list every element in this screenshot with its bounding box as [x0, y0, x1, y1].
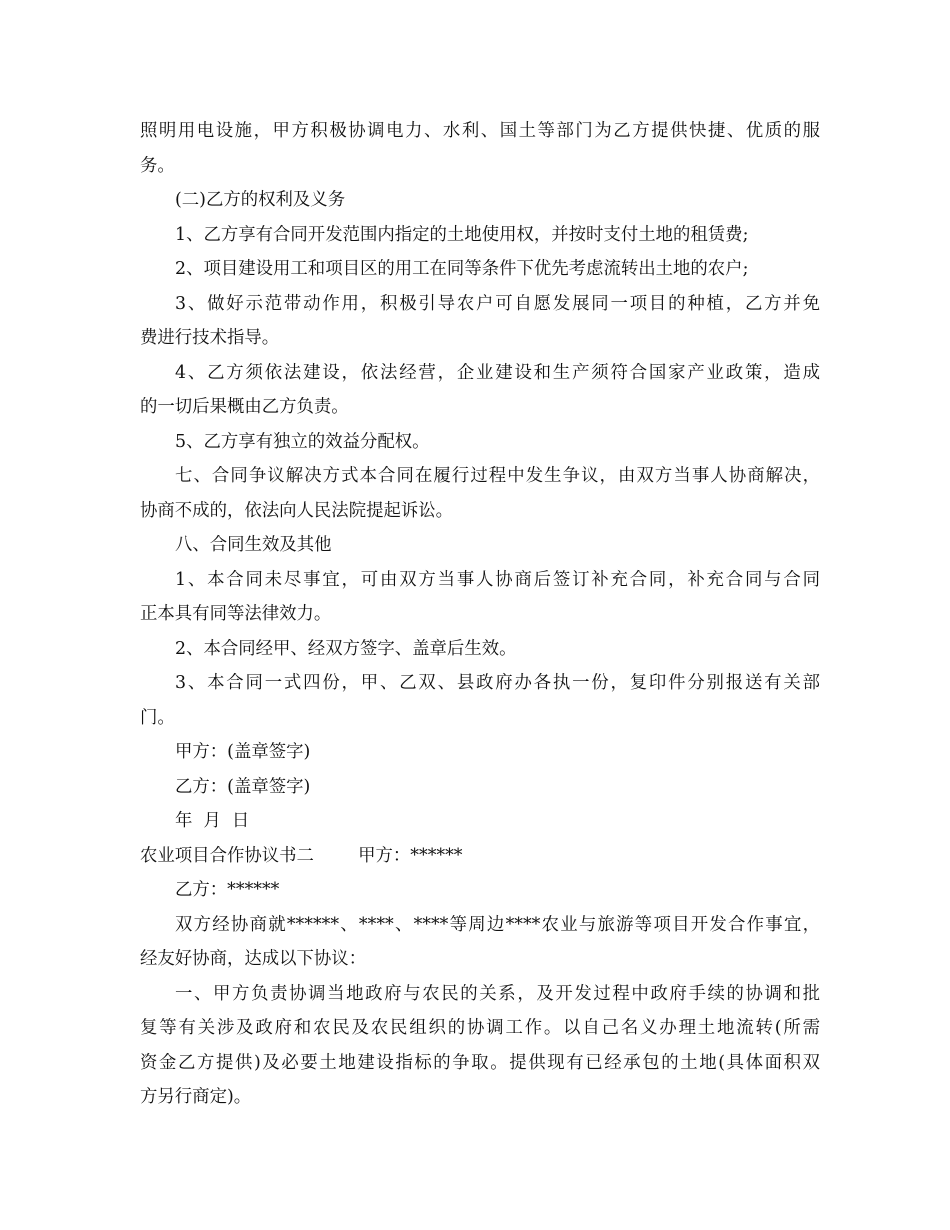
- section-heading: 七、合同争议解决方式本合同在履行过程中发生争议，由双方当事人协商解决，: [175, 466, 820, 486]
- section-heading: 八、合同生效及其他: [175, 535, 332, 555]
- paragraph-line: 费进行技术指导。: [140, 328, 280, 348]
- paragraph-line: 3、做好示范带动作用，积极引导农户可自愿发展同一项目的种植，乙方并免: [175, 293, 820, 314]
- document-body: [140, 114, 820, 1115]
- paragraph-line: 复等有关涉及政府和农民及农民组织的协调工作。以自己名义办理土地流转(所需: [140, 1018, 820, 1038]
- paragraph-line: 正本具有同等法律效力。: [140, 604, 332, 624]
- paragraph-line: 4、乙方须依法建设，依法经营，企业建设和生产须符合国家产业政策，造成: [175, 362, 820, 383]
- paragraph-line: 1、乙方享有合同开发范围内指定的土地使用权，并按时支付土地的租赁费;: [175, 224, 749, 245]
- paragraph-line: 协商不成的，依法向人民法院提起诉讼。: [140, 500, 454, 521]
- paragraph-line: 经友好协商，达成以下协议：: [140, 949, 367, 969]
- paragraph-line: 务。: [140, 155, 175, 176]
- section-heading: (二)乙方的权利及义务: [175, 190, 346, 210]
- paragraph-line: 2、本合同经甲、经双方签字、盖章后生效。: [175, 638, 517, 659]
- paragraph-line: 3、本合同一式四份，甲、乙双、县政府办各执一份，复印件分别报送有关部: [175, 673, 820, 693]
- paragraph-line: 一、甲方负责协调当地政府与农民的关系，及开发过程中政府手续的协调和批: [175, 983, 820, 1004]
- paragraph-line: 方另行商定)。: [140, 1087, 252, 1107]
- paragraph-line: 5、乙方享有独立的效益分配权。: [175, 431, 430, 452]
- document-title-line: 农业项目合作协议书二 甲方：******: [140, 845, 463, 866]
- paragraph-line: 门。: [140, 707, 175, 728]
- paragraph-line: 的一切后果概由乙方负责。: [140, 397, 349, 417]
- paragraph-line: 2、项目建设用工和项目区的用工在同等条件下优先考虑流转出土地的农户;: [175, 259, 749, 279]
- party-b-line: 乙方：******: [175, 880, 280, 900]
- paragraph-line: 照明用电设施，甲方积极协调电力、水利、国土等部门为乙方提供快捷、优质的服: [140, 121, 820, 141]
- date-line: 年 月 日: [175, 811, 250, 831]
- signature-line-party-a: 甲方：(盖章签字): [175, 742, 311, 762]
- paragraph-line: 资金乙方提供)及必要土地建设指标的争取。提供现有已经承包的土地(具体面积双: [140, 1052, 820, 1073]
- signature-line-party-b: 乙方：(盖章签字): [175, 776, 311, 797]
- paragraph-line: 1、本合同未尽事宜，可由双方当事人协商后签订补充合同，补充合同与合同: [175, 569, 820, 590]
- paragraph-line: 双方经协商就******、****、****等周边****农业与旅游等项目开发合作事宜，: [175, 914, 820, 935]
